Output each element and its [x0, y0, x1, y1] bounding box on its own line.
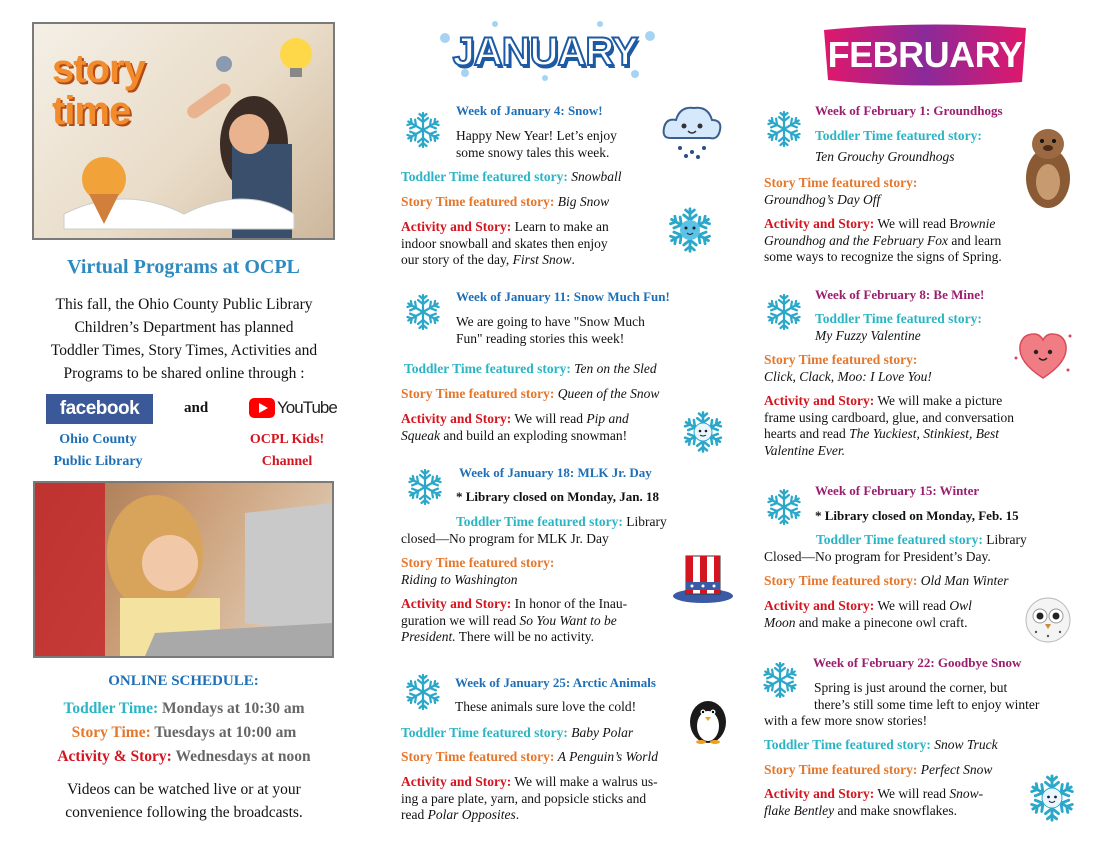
activity-line: our story of the day, [401, 252, 510, 267]
intro-line: Spring is just around the corner, but [814, 680, 1008, 695]
activity-label: Activity and Story: [764, 786, 875, 801]
caption-line: Public Library [53, 454, 143, 469]
activity-story: Groundhog and the February Fox [764, 232, 948, 248]
activity-label: Activity and Story: [401, 411, 512, 426]
activity-line: ing a pare plate, yarn, and popsicle sticks and [401, 790, 647, 806]
week-heading: Week of January 18: MLK Jr. Day [459, 465, 652, 480]
footer-line: convenience following the broadcasts. [65, 804, 303, 821]
toddler-line [401, 514, 711, 547]
story-title: Riding to Washington [401, 571, 518, 587]
activity-story: rownie [958, 216, 996, 231]
activity-text [764, 216, 1084, 266]
intro-line: This fall, the Ohio County Public Library [55, 296, 313, 313]
intro-line: there’s still some time left to enjoy winter [814, 696, 1040, 712]
toddler-text: Library [986, 532, 1027, 547]
activity-line: We will make a walrus us- [514, 774, 658, 789]
activity-story: Valentine Ever. [764, 442, 845, 458]
schedule-value: Wednesdays at noon [175, 748, 311, 765]
story-label: Story Time featured story: [764, 762, 918, 777]
toddler-label: Toddler Time featured story: [401, 169, 568, 184]
toddler-line [815, 311, 982, 344]
activity-line: Learn to make an [514, 219, 609, 234]
activity-text [401, 411, 676, 444]
activity-label: Activity and Story: [764, 216, 875, 231]
activity-text-part: and make snowflakes. [837, 802, 958, 818]
library-closed-notice: * Library closed on Monday, Jan. 18 [456, 489, 659, 504]
activity-story: President. [401, 629, 456, 644]
story-label: Story Time featured story: [401, 555, 555, 570]
caption-line: Ohio County [59, 432, 137, 447]
schedule-title: ONLINE SCHEDULE: [108, 673, 259, 689]
footer-text [20, 778, 348, 824]
snowflake-icon [764, 487, 804, 527]
schedule-label: Story Time: [71, 724, 151, 741]
activity-label: Activity and Story: [401, 596, 512, 611]
story-title: Click, Clack, Moo: I Love You! [764, 368, 932, 384]
story-title: A Penguin’s World [557, 749, 658, 764]
and-text: and [184, 400, 209, 416]
toddler-label: Toddler Time featured story: [456, 514, 623, 529]
activity-text-part: We will read [877, 598, 947, 613]
youtube-caption [235, 429, 339, 473]
activity-line: frame using cardboard, glue, and conversation [764, 409, 1015, 425]
activity-text [764, 598, 1024, 631]
activity-story: The Yuckiest, Stinkiest, Best [849, 426, 999, 441]
activity-story: Snow- [949, 786, 984, 801]
toddler-line [401, 169, 622, 186]
intro-line: We are going to have "Snow Much [456, 314, 645, 329]
caption-line: OCPL Kids! [249, 432, 325, 447]
activity-text-part: some ways to recognize the signs of Spring. [764, 249, 1002, 264]
snowflake-icon [403, 110, 443, 150]
toddler-story: Snowball [571, 169, 622, 184]
activity-line: read [401, 807, 425, 822]
happy-snowflake-icon [665, 205, 715, 255]
activity-text [764, 786, 1024, 819]
activity-text-part: There will be no activity. [458, 629, 594, 644]
storytime-line [764, 762, 992, 779]
story-title: Queen of the Snow [557, 386, 660, 401]
activity-text-part: In honor of the Inau- [514, 596, 628, 611]
activity-text [764, 393, 1084, 459]
intro-line: Happy New Year! Let’s enjoy [456, 128, 617, 143]
week-intro [456, 128, 617, 161]
week-heading: Week of January 4: Snow! [456, 103, 603, 118]
facebook-logo[interactable]: facebook [46, 394, 153, 424]
week-intro [456, 314, 645, 347]
activity-line: indoor snowball and skates then enjoy [401, 235, 608, 251]
story-label: Story Time featured story: [401, 749, 555, 764]
schedule-row [20, 721, 348, 745]
week-intro [455, 699, 636, 716]
activity-story: Polar Opposites [427, 807, 516, 822]
story-title: Old Man Winter [920, 573, 1009, 588]
caption-line: Channel [261, 454, 313, 469]
activity-text-part: guration we will read [401, 612, 517, 628]
toddler-story: Ten on the Sled [574, 361, 657, 376]
schedule-value: Mondays at 10:30 am [161, 700, 305, 717]
toddler-text: closed—No program for MLK Jr. Day [401, 530, 609, 546]
snowy-owl-icon [1022, 594, 1074, 644]
toddler-label: Toddler Time featured story: [815, 311, 982, 326]
smiling-cloud-icon [660, 100, 724, 160]
activity-story: flake Bentley [764, 802, 835, 818]
january-title: JANUARY [452, 30, 638, 74]
toddler-story: Ten Grouchy Groundhogs [815, 148, 955, 164]
activity-text [401, 774, 711, 824]
toddler-text: Closed—No program for President’s Day. [764, 548, 991, 564]
toddler-line [815, 128, 982, 165]
snowflake-face-icon [680, 409, 726, 455]
toddler-text: Library [626, 514, 667, 529]
schedule-label: Activity & Story: [57, 748, 172, 765]
intro-line: Children’s Department has planned [74, 319, 294, 336]
schedule-value: Tuesdays at 10:00 am [154, 724, 297, 741]
week-heading: Week of February 8: Be Mine! [815, 287, 985, 302]
snowflake-icon [764, 292, 804, 332]
storytime-line [764, 175, 917, 208]
youtube-logo[interactable] [249, 397, 337, 421]
intro-line: These animals sure love the cold! [455, 699, 637, 714]
week-heading: Week of January 11: Snow Much Fun! [456, 289, 670, 304]
toddler-label: Toddler Time featured story: [404, 361, 571, 376]
toddler-label: Toddler Time featured story: [764, 737, 931, 752]
storytime-line [401, 194, 609, 211]
activity-story: Owl [949, 598, 972, 613]
storytime-line [401, 386, 659, 403]
activity-text [401, 219, 661, 269]
toddler-story: Baby Polar [571, 725, 634, 740]
heart-face-icon [1012, 326, 1074, 384]
snowflake-icon [405, 467, 445, 507]
activity-story: First Snow [512, 252, 572, 267]
january-title-banner [425, 18, 665, 84]
week-intro [764, 680, 1094, 730]
schedule-row [20, 745, 348, 769]
week-heading: Week of February 1: Groundhogs [815, 103, 1003, 118]
snowflake-icon [764, 109, 804, 149]
activity-end: . [571, 252, 575, 267]
intro-line: Programs to be shared online through : [63, 365, 305, 382]
week-heading: Week of February 15: Winter [815, 483, 980, 498]
activity-story: Squeak [401, 427, 440, 443]
activity-text-part: and build an exploding snowman! [443, 427, 628, 443]
girl-laptop-photo [33, 481, 334, 658]
activity-text-part: and learn [951, 232, 1002, 248]
footer-line: Videos can be watched live or at your [67, 781, 301, 798]
toddler-story: My Fuzzy Valentine [815, 327, 921, 343]
story-label: Story Time featured story: [401, 194, 555, 209]
schedule-label: Toddler Time: [63, 700, 159, 717]
story-label: Story Time featured story: [401, 386, 555, 401]
story-title: Perfect Snow [920, 762, 993, 777]
storytime-line [764, 573, 1008, 590]
activity-label: Activity and Story: [401, 219, 512, 234]
activity-text [401, 596, 681, 646]
facebook-caption [34, 429, 162, 473]
intro-line: Fun" reading stories this week! [456, 330, 625, 346]
snowflake-icon [403, 292, 443, 332]
activity-end: . [515, 807, 520, 822]
story-title: Groundhog’s Day Off [764, 191, 881, 207]
story-label: Story Time featured story: [764, 573, 918, 588]
virtual-programs-heading: Virtual Programs at OCPL [67, 256, 300, 278]
youtube-play-icon [249, 398, 275, 418]
toddler-label: Toddler Time featured story: [816, 532, 983, 547]
activity-story: Moon [764, 614, 796, 630]
activity-text-part: We will read [877, 786, 947, 801]
story-label: Story Time featured story: [764, 352, 918, 367]
activity-line: We will make a picture [877, 393, 1003, 408]
activity-text-part: We will read [514, 411, 584, 426]
activity-text-part: and make a pinecone owl craft. [798, 614, 968, 630]
toddler-story: Snow Truck [934, 737, 998, 752]
youtube-wordmark: YouTube [277, 398, 337, 417]
toddler-line [401, 725, 633, 742]
toddler-line [404, 361, 657, 378]
story-time-banner-image [32, 22, 335, 240]
toddler-label: Toddler Time featured story: [401, 725, 568, 740]
story-title: Big Snow [557, 194, 610, 209]
activity-label: Activity and Story: [764, 598, 875, 613]
week-heading: Week of February 22: Goodbye Snow [813, 655, 1022, 670]
activity-label: Activity and Story: [401, 774, 512, 789]
story-label: Story Time featured story: [764, 175, 918, 190]
activity-line: hearts and read [764, 426, 846, 441]
intro-line: with a few more snow stories! [764, 713, 928, 728]
activity-text-part: We will read B [877, 216, 959, 231]
week-heading: Week of January 25: Arctic Animals [455, 675, 656, 690]
february-title-banner [822, 20, 1028, 90]
intro-text [20, 293, 348, 385]
storytime-line [401, 749, 658, 766]
groundhog-icon [1024, 126, 1072, 210]
activity-story: Pip and [586, 411, 629, 426]
story-time-logo: story time [52, 47, 145, 133]
schedule-list [20, 697, 348, 769]
uncle-sam-hat-icon [672, 550, 734, 604]
storytime-line [401, 555, 554, 588]
library-closed-notice: * Library closed on Monday, Feb. 15 [815, 508, 1019, 523]
penguin-icon [686, 694, 730, 744]
schedule-row [20, 697, 348, 721]
activity-story: So You Want to be [519, 612, 617, 628]
activity-label: Activity and Story: [764, 393, 875, 408]
toddler-label: Toddler Time featured story: [815, 128, 982, 143]
happy-snowflake-icon [1026, 772, 1078, 824]
toddler-line [764, 532, 1084, 565]
storytime-line [764, 352, 932, 385]
snowflake-icon [403, 672, 443, 712]
intro-line: Toddler Times, Story Times, Activities and [50, 342, 318, 359]
toddler-line [764, 737, 998, 754]
february-title: FEBRUARY [827, 34, 1023, 75]
intro-line: some snowy tales this week. [456, 144, 610, 160]
